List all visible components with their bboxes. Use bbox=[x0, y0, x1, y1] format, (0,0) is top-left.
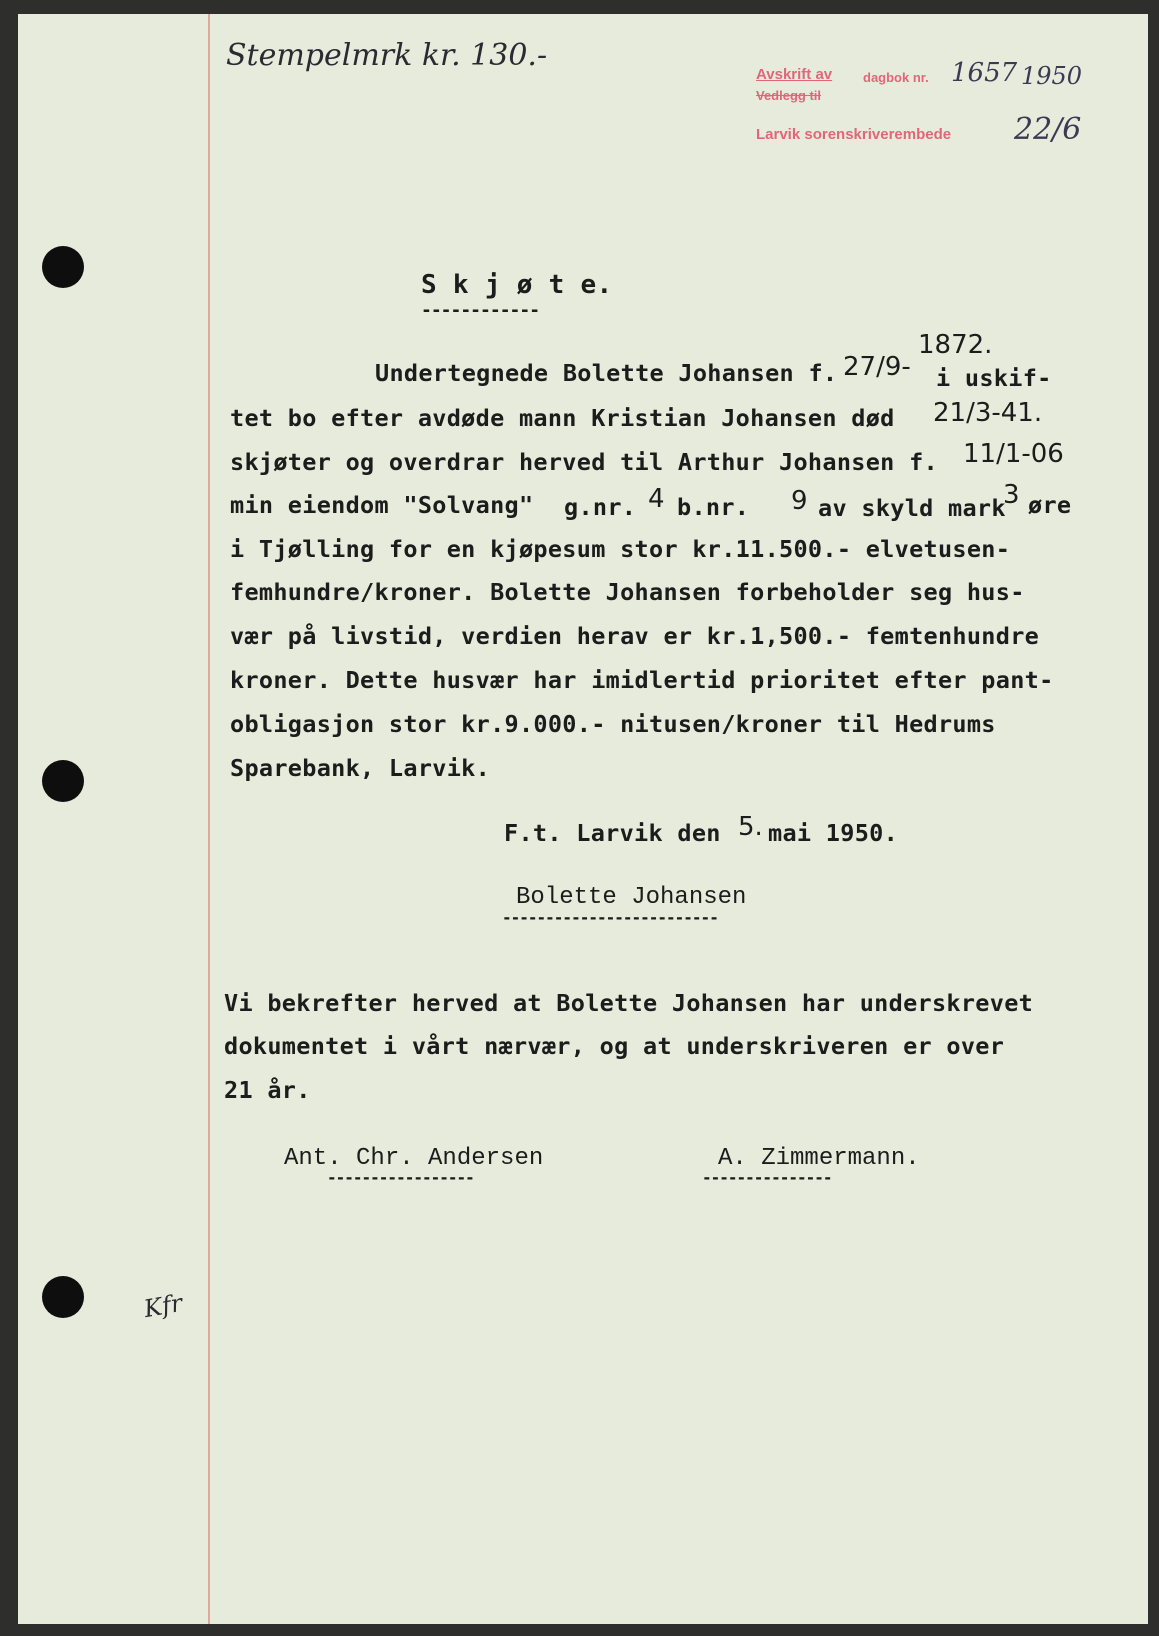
stamp-line-court: Larvik sorenskriverembede bbox=[756, 126, 952, 143]
seller-signature-line: ------------------------- bbox=[502, 908, 718, 927]
witness-2-name: A. Zimmermann. bbox=[718, 1145, 920, 1172]
stamp-year: 1950 bbox=[1021, 62, 1083, 90]
title-underline: ------------ bbox=[421, 300, 540, 321]
body-line-5: i Tjølling for en kjøpesum stor kr.11.500.- elvetusen- bbox=[230, 535, 1011, 563]
clerk-initials: Kfr bbox=[141, 1288, 185, 1324]
attestation-line-1: Vi bekrefter herved at Bolette Johansen har underskrevet bbox=[224, 989, 1034, 1017]
skyld-handwritten: 3 bbox=[1003, 480, 1020, 510]
body-line-3: skjøter og overdrar herved til Arthur Johansen f. bbox=[230, 448, 938, 476]
stamp-line-dagbok: dagbok nr. bbox=[863, 70, 929, 85]
attestation-line-2: dokumentet i vårt nærvær, og at underskriveren er over bbox=[224, 1032, 1005, 1060]
seller-signature: Bolette Johansen bbox=[516, 884, 747, 911]
body-line-1: Undertegnede Bolette Johansen f. bbox=[375, 359, 838, 387]
body-line-4-ore: øre bbox=[1028, 491, 1072, 519]
document-page bbox=[18, 14, 1148, 1624]
punch-hole-middle bbox=[42, 760, 84, 802]
punch-hole-bottom bbox=[42, 1276, 84, 1318]
stamp-dagbok-number: 1657 bbox=[951, 58, 1018, 88]
witness-1-name: Ant. Chr. Andersen bbox=[284, 1145, 544, 1172]
body-line-4-gnr: g.nr. bbox=[564, 493, 637, 521]
attestation-line-3: 21 år. bbox=[224, 1076, 311, 1104]
body-line-7: vær på livstid, verdien herav er kr.1,500.- femtenhundre bbox=[230, 622, 1040, 650]
birthdate-day-handwritten: 27/9- bbox=[843, 352, 911, 382]
stamp-duty-note: Stempelmrk kr. 130.- bbox=[226, 38, 548, 73]
body-line-1-end: i uskif- bbox=[936, 364, 1052, 392]
body-line-4-bnr: b.nr. bbox=[677, 493, 750, 521]
stamp-line-vedlegg: Vedlegg til bbox=[756, 88, 822, 103]
birthdate-year-handwritten: 1872. bbox=[918, 330, 993, 360]
place-date-month-year: mai 1950. bbox=[768, 819, 899, 847]
punch-hole-top bbox=[42, 246, 84, 288]
bnr-handwritten: 9 bbox=[791, 486, 808, 516]
body-line-2: tet bo efter avdøde mann Kristian Johansen død bbox=[230, 404, 895, 432]
witness-2-line: --------------- bbox=[702, 1168, 832, 1187]
place-date: F.t. Larvik den bbox=[504, 819, 721, 847]
buyer-birthdate-handwritten: 11/1-06 bbox=[963, 439, 1064, 469]
body-line-9: obligasjon stor kr.9.000.- nitusen/kroner til Hedrums bbox=[230, 710, 996, 738]
body-line-4-property: min eiendom "Solvang" bbox=[230, 491, 534, 519]
death-date-handwritten: 21/3-41. bbox=[933, 398, 1043, 428]
body-line-6: femhundre/kroner. Bolette Johansen forbeholder seg hus- bbox=[230, 578, 1025, 606]
stamp-line-avskrift: Avskrift av bbox=[756, 66, 833, 83]
stamp-date: 22/6 bbox=[1014, 112, 1082, 147]
body-line-10: Sparebank, Larvik. bbox=[230, 754, 491, 782]
document-title: S k j ø t e. bbox=[421, 270, 613, 300]
body-line-8: kroner. Dette husvær har imidlertid prioritet efter pant- bbox=[230, 666, 1054, 694]
margin-rule bbox=[208, 14, 210, 1624]
witness-1-line: ----------------- bbox=[327, 1168, 474, 1187]
gnr-handwritten: 4 bbox=[648, 484, 665, 514]
body-line-4-skyld: av skyld mark bbox=[818, 494, 1006, 522]
signing-day-handwritten: 5. bbox=[738, 812, 763, 842]
